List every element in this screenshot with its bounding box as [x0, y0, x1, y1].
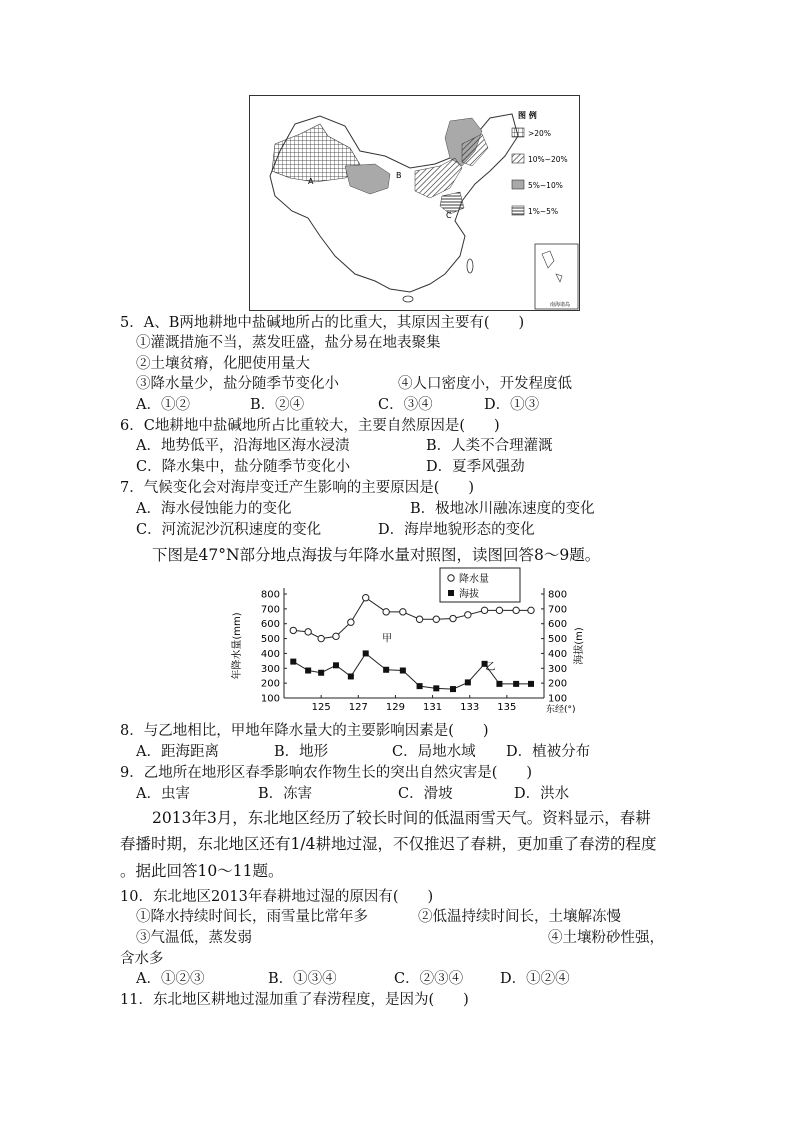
label-jia: 甲: [382, 633, 393, 645]
q6-option-a[interactable]: A．地势低平，沿海地区海水浸渍: [136, 438, 350, 454]
q8-option-c[interactable]: C．局地水域: [392, 744, 476, 760]
left-tick-label: 500: [260, 634, 280, 646]
passage-line-2: 春播时期，东北地区还有1/4耕地过湿，不仅推迟了春耕，更加重了春涝的程度: [120, 835, 657, 853]
q8-stem: 8．与乙地相比，甲地年降水量大的主要影响因素是( ): [120, 723, 489, 739]
elevation-point: [433, 685, 439, 691]
q7-option-a[interactable]: A．海水侵蚀能力的变化: [136, 501, 292, 517]
legend-item-1: >20%: [528, 129, 551, 138]
left-tick-label: 200: [260, 678, 280, 690]
x-tick-label: 129: [385, 702, 405, 713]
south-sea-inset: [535, 244, 578, 309]
precip-point: [290, 627, 296, 633]
elevation-point: [417, 683, 423, 689]
q5-option-a[interactable]: A．①②: [136, 397, 190, 413]
elevation-point: [496, 681, 502, 687]
legend-item-3: 5%~10%: [528, 181, 563, 190]
q10-option-b[interactable]: B．①③④: [268, 971, 337, 987]
x-tick-label: 125: [311, 702, 331, 713]
q5-option-b[interactable]: B．②④: [250, 397, 305, 413]
q5-option-c[interactable]: C．③④: [378, 397, 433, 413]
elevation-point: [450, 686, 456, 692]
q8-option-a[interactable]: A．距海距离: [136, 744, 219, 760]
q5-statement-3: ③降水量少，盐分随季节变化小: [136, 376, 339, 392]
q5-statement-2: ②土壤贫瘠，化肥使用量大: [136, 356, 310, 372]
q7-option-c[interactable]: C．河流泥沙沉积速度的变化: [136, 522, 322, 538]
q10-option-a[interactable]: A．①②③: [136, 971, 205, 987]
legend-item-4: 1%~5%: [528, 207, 559, 216]
q6-option-c[interactable]: C．降水集中，盐分随季节变化小: [136, 459, 351, 475]
series-line-1: [293, 598, 531, 639]
x-tick-label: 127: [348, 702, 368, 713]
elevation-point: [333, 662, 339, 668]
elevation-point: [318, 670, 324, 676]
q10-option-d[interactable]: D．①②④: [500, 971, 570, 987]
legend-elev-marker: [448, 590, 454, 596]
q10-option-c[interactable]: C．②③④: [394, 971, 464, 987]
precip-point: [400, 609, 406, 615]
q10-statement-3: ③气温低，蒸发弱: [136, 930, 252, 946]
x-tick-label: 133: [460, 702, 480, 713]
precip-point: [465, 612, 471, 618]
left-tick-label: 400: [260, 648, 280, 660]
q10-stem: 10．东北地区2013年春耕地过湿的原因有( ): [120, 889, 434, 905]
q5-statement-4: ④人口密度小，开发程度低: [398, 376, 572, 392]
legend-title: 图 例: [518, 111, 537, 120]
passage-line-1: 2013年3月，东北地区经历了较长时间的低温雨雪天气。资料显示，春耕: [152, 809, 651, 827]
china-saline-map: [249, 95, 580, 311]
q6-stem: 6．C地耕地中盐碱地所占比重较大，主要自然原因是( ): [120, 418, 500, 434]
precip-point: [318, 635, 324, 641]
q10-statement-2: ②低温持续时间长，土壤解冻慢: [418, 909, 621, 925]
q11-stem: 11．东北地区耕地过湿加重了春涝程度，是因为( ): [120, 992, 469, 1008]
right-tick-label: 500: [548, 634, 568, 646]
precip-point: [481, 607, 487, 613]
left-tick-label: 700: [260, 604, 280, 616]
right-tick-label: 800: [548, 589, 568, 601]
elevation-point: [305, 668, 311, 674]
legend-item-2: 10%~20%: [528, 155, 568, 164]
q7-stem: 7．气候变化会对海岸变迁产生影响的主要原因是( ): [120, 480, 475, 496]
legend-precip-marker: [448, 575, 454, 581]
map-label-a: A: [308, 177, 314, 186]
left-axis-label: 年降水量(mm): [232, 612, 243, 680]
precip-point: [305, 629, 311, 635]
precip-point: [383, 609, 389, 615]
left-tick-label: 600: [260, 619, 280, 631]
left-tick-label: 300: [260, 663, 280, 675]
legend-precip-label: 降水量: [459, 574, 489, 585]
precip-point: [496, 607, 502, 613]
q9-stem: 9．乙地所在地形区春季影响农作物生长的突出自然灾害是( ): [120, 765, 533, 781]
q10-statement-4-cont: 含水多: [120, 951, 164, 967]
precip-point: [513, 607, 519, 613]
elevation-point: [290, 659, 296, 665]
right-tick-label: 700: [548, 604, 568, 616]
map-label-b: B: [396, 171, 402, 180]
x-tick-label: 131: [423, 702, 443, 713]
q9-option-b[interactable]: B．冻害: [258, 786, 313, 802]
elevation-point: [528, 681, 534, 687]
right-tick-label: 200: [548, 678, 568, 690]
elevation-point: [465, 679, 471, 685]
map-label-c: C: [446, 211, 452, 220]
elevation-point: [513, 681, 519, 687]
inset-caption: 南海诸岛: [550, 302, 571, 308]
q6-option-b[interactable]: B．人类不合理灌溉: [426, 438, 553, 454]
q8-option-d[interactable]: D．植被分布: [506, 744, 591, 760]
elevation-point: [383, 667, 389, 673]
q5-option-d[interactable]: D．①③: [484, 397, 540, 413]
elevation-precip-chart: [226, 566, 588, 724]
precip-point: [333, 633, 339, 639]
q5-statement-1: ①灌溉措施不当，蒸发旺盛，盐分易在地表聚集: [136, 335, 441, 351]
q10-statement-1: ①降水持续时间长，雨雪量比常年多: [136, 909, 368, 925]
q9-option-c[interactable]: C．滑坡: [398, 786, 453, 802]
q9-option-a[interactable]: A．虫害: [136, 786, 190, 802]
precip-point: [363, 595, 369, 601]
label-yi: 乙: [485, 661, 496, 673]
elevation-point: [363, 650, 369, 656]
precip-point: [450, 615, 456, 621]
q10-statement-4: ④土壤粉砂性强，: [548, 930, 664, 946]
q7-option-d[interactable]: D．海岸地貌形态的变化: [378, 522, 535, 538]
right-axis-label: 海拔(m): [574, 627, 585, 665]
x-tick-label: 135: [497, 702, 517, 713]
precip-point: [416, 616, 422, 622]
q7-option-b[interactable]: B．极地冰川融冻速度的变化: [410, 501, 595, 517]
right-tick-label: 100: [548, 693, 568, 705]
left-tick-label: 800: [260, 589, 280, 601]
chart-intro: 下图是47°N部分地点海拔与年降水量对照图，读图回答8～9题。: [152, 546, 601, 564]
legend-elev-label: 海拔: [459, 589, 479, 600]
right-tick-label: 600: [548, 619, 568, 631]
precip-point: [433, 616, 439, 622]
q5-stem: 5．A、B两地耕地中盐碱地所占的比重大，其原因主要有( ): [120, 315, 525, 331]
right-tick-label: 400: [548, 648, 568, 660]
elevation-point: [400, 668, 406, 674]
passage-line-3: 。据此回答10～11题。: [120, 862, 284, 880]
right-tick-label: 300: [548, 663, 568, 675]
x-axis-label: 东经(°): [546, 705, 576, 715]
precip-point: [528, 607, 534, 613]
q6-option-d[interactable]: D．夏季风强劲: [426, 459, 525, 475]
precip-point: [348, 619, 354, 625]
q8-option-b[interactable]: B．地形: [274, 744, 329, 760]
elevation-point: [348, 673, 354, 679]
left-tick-label: 100: [260, 693, 280, 705]
q9-option-d[interactable]: D．洪水: [514, 786, 570, 802]
